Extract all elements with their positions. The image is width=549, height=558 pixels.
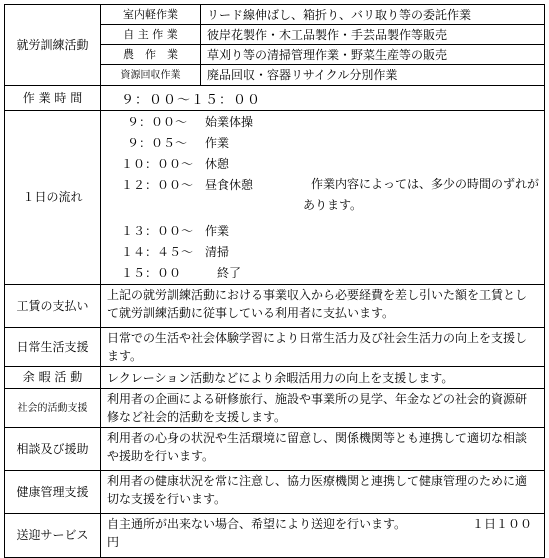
daily-life-label: 日常生活支援 [5, 328, 101, 367]
training-item-desc: 廃品回収・容器リサイクル分別作業 [201, 65, 545, 86]
work-hours-row [5, 86, 545, 111]
wage-label: 工賃の支払い [5, 285, 101, 328]
flow-activity: 昼食休憩 [205, 178, 254, 192]
flow-note-line2: あります。 [303, 198, 363, 212]
transport-label: 送迎サービス [5, 514, 101, 558]
training-item-desc: リード線伸ばし、箱折り、バリ取り等の委託作業 [201, 5, 545, 25]
social-text: 利用者の企画による研修旅行、施設や事業所の見学、年金などの社会的資源研修など社会的活動を支援します。 [101, 389, 545, 428]
flow-note-row [101, 196, 544, 217]
flow-time: ９：００～ [127, 115, 188, 129]
daily-flow-label: １日の流れ [5, 111, 101, 285]
training-label: 就労訓練活動 [5, 5, 101, 86]
training-item-name: 室内軽作業 [101, 5, 201, 25]
flow-time: １０：００～ [121, 157, 194, 171]
consult-row [5, 428, 545, 471]
flow-activity: 終了 [217, 266, 242, 280]
leisure-row [5, 367, 545, 389]
daily-flow-row [5, 111, 545, 285]
flow-entry [101, 133, 544, 154]
transport-text: 自主通所が出来ない場合、希望により送迎を行います。 [107, 517, 407, 531]
flow-activity: 清掃 [205, 245, 230, 259]
social-row [5, 389, 545, 428]
daily-life-text: 日常での生活や社会体験学習により日常生活力及び社会生活力の向上を支援します。 [101, 328, 545, 367]
flow-activity: 休憩 [205, 157, 230, 171]
flow-time: １３：００～ [121, 224, 194, 238]
transport-fee: １日１００ [471, 517, 532, 531]
flow-entry [101, 242, 544, 263]
social-label: 社会的活動支援 [5, 389, 101, 428]
transport-fee-unit: 円 [107, 535, 120, 549]
leisure-label: 余 暇 活 動 [5, 367, 101, 389]
training-item-desc: 草刈り等の清掃管理作業・野菜生産等の販売 [201, 45, 545, 65]
wage-row [5, 285, 545, 328]
flow-activity: 作業 [205, 224, 230, 238]
leisure-text: レクレーション活動などにより余暇活用力の向上を支援します。 [101, 367, 545, 389]
flow-time: １４：４５～ [121, 245, 194, 259]
training-row-1 [5, 5, 545, 25]
flow-entry [101, 263, 544, 284]
wage-text: 上記の就労訓練活動における事業収入から必要経費を差し引いた額を工賃として就労訓練活動に従事している利用者に支払います。 [101, 285, 545, 328]
training-item-name: 資源回収作業 [101, 65, 201, 86]
consult-text: 利用者の心身の状況や生活環境に留意し、関係機関等とも連携して適切な相談や援助を行います。 [101, 428, 545, 471]
service-table [4, 4, 545, 558]
health-text: 利用者の健康状況を常に注意し、協力医療機関と連携して健康管理のために適切な支援を行います。 [101, 471, 545, 514]
daily-life-row [5, 328, 545, 367]
work-hours-label: 作 業 時 間 [5, 86, 101, 111]
flow-entry [101, 175, 544, 196]
flow-time: １２：００～ [121, 178, 194, 192]
training-item-name: 自 主 作 業 [101, 25, 201, 45]
daily-flow-cell [101, 111, 545, 285]
flow-entry [101, 112, 544, 133]
training-item-desc: 彼岸花製作・木工品製作・手芸品製作等販売 [201, 25, 545, 45]
flow-activity: 始業体操 [205, 115, 254, 129]
flow-activity: 作業 [205, 136, 230, 150]
flow-entry [101, 221, 544, 242]
health-label: 健康管理支援 [5, 471, 101, 514]
flow-entry [101, 154, 544, 175]
flow-note-line1: 作業内容によっては、多少の時間のずれが [311, 177, 540, 191]
transport-cell [101, 514, 545, 558]
flow-time: １５：００ [121, 266, 182, 280]
flow-time: ９：０５～ [127, 136, 188, 150]
health-row [5, 471, 545, 514]
transport-row [5, 514, 545, 558]
work-hours-value: ９：００～１５：００ [101, 86, 545, 111]
training-item-name: 農 作 業 [101, 45, 201, 65]
consult-label: 相談及び援助 [5, 428, 101, 471]
